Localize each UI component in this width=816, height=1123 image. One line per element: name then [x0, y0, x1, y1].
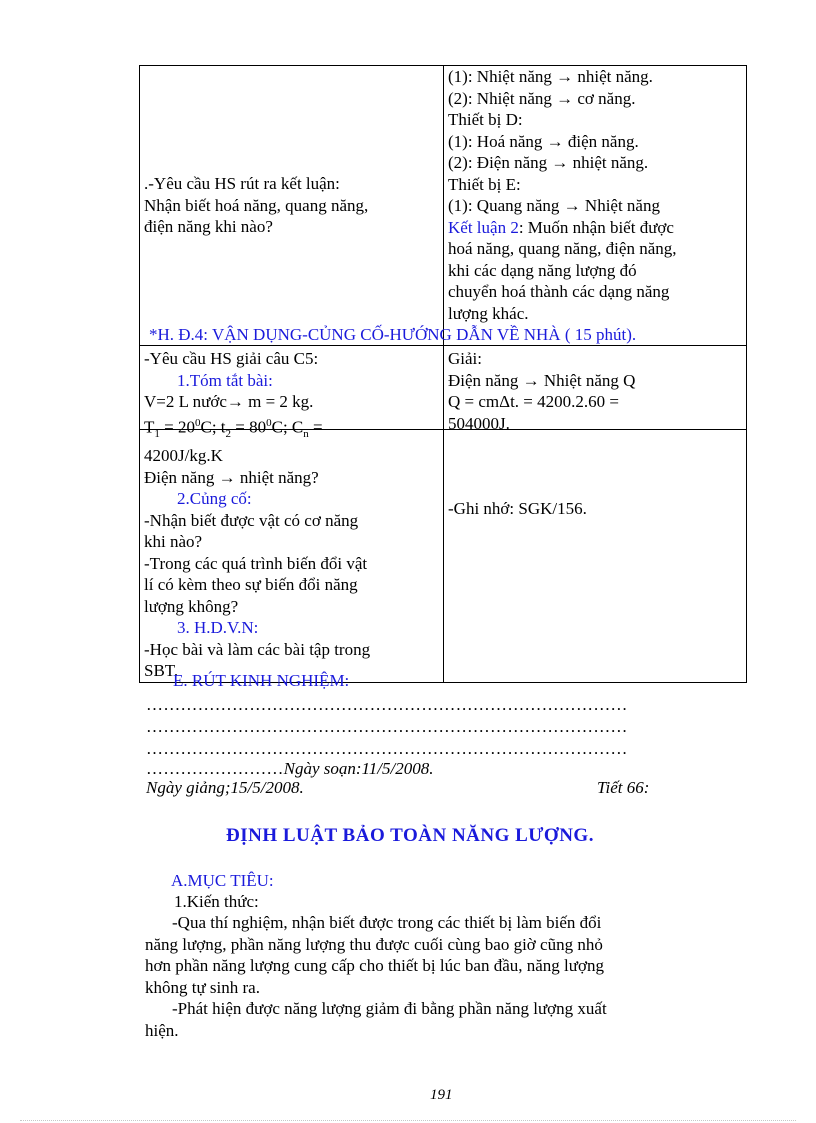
text-line: -Ghi nhớ: SGK/156. — [448, 499, 587, 518]
conclusion-label: Kết luận 2 — [448, 217, 519, 237]
page-bottom-rule — [20, 1120, 796, 1121]
text-line: 4200J/kg.K — [144, 446, 223, 466]
teaching-date: Ngày giảng;15/5/2008. — [146, 778, 304, 797]
subheading-homework: 3. H.D.V.N: — [177, 618, 259, 638]
text-line: lí có kèm theo sự biến đổi năng — [144, 575, 358, 595]
text-line: -Trong các quá trình biến đổi vật — [144, 553, 368, 573]
text-line: V=2 L nước→ m = 2 kg. — [144, 392, 314, 411]
text-line: (2): Nhiệt năng → cơ năng. — [448, 88, 636, 108]
teacher-activity-cell — [140, 346, 444, 683]
text-line: khi các dạng năng lượng đó — [448, 260, 637, 280]
text-fragment: C; C — [271, 417, 304, 437]
subscript: 1 — [154, 427, 160, 440]
conclusion-line — [448, 217, 742, 239]
conclusion-text: : Muốn nhận biết được — [518, 217, 674, 237]
page-number: 191 — [430, 1087, 453, 1103]
text-fragment: T — [144, 417, 155, 437]
subheading-consolidation: 2.Củng cố: — [177, 489, 252, 509]
text-line: lượng khác. — [448, 303, 529, 323]
text-line: 504000J. — [448, 413, 510, 433]
text-line: -Yêu cầu HS giải câu C5: — [144, 349, 319, 368]
application-table — [139, 345, 747, 683]
text-fragment: = 80 — [231, 417, 267, 437]
text-line: Thiết bị D: — [448, 110, 523, 129]
superscript: 0 — [266, 416, 272, 429]
dotted-fragment: …………………… — [146, 759, 284, 778]
text-line: -Phát hiện được năng lượng giảm đi bằng phần năng lượng xuất — [172, 999, 607, 1018]
dotted-line: ………………………………………………………………………… — [146, 695, 628, 714]
text-line: hơn phần năng lượng cung cấp cho thiết bị lúc ban đầu, năng lượng — [145, 956, 604, 975]
text-line: (1): Quang năng → Nhiệt năng — [448, 196, 660, 215]
text-line: -Qua thí nghiệm, nhận biết được trong các thiết bị làm biến đổi — [172, 913, 602, 932]
text-line: hiện. — [145, 1020, 179, 1040]
text-fragment: C; t — [200, 417, 226, 437]
text-line: chuyển hoá thành các dạng năng — [448, 282, 670, 301]
text-line: năng lượng, phần năng lượng thu được cuối cùng bao giờ cũng nhỏ — [145, 934, 603, 954]
subscript: 2 — [225, 427, 232, 440]
subheading-knowledge: 1.Kiến thức: — [174, 892, 259, 911]
section-heading-hd4: *H. Đ.4: VẬN DỤNG-CỦNG CỐ-HƯỚNG DẪN VỀ NHÀ ( 15 phút). — [149, 325, 637, 344]
section-heading-experience: E. RÚT KINH NGHIỆM: — [173, 671, 350, 690]
text-line: khi nào? — [144, 532, 203, 552]
text-fragment: = — [308, 417, 323, 437]
text-line: (2): Điện năng → nhiệt năng. — [448, 153, 649, 172]
text-line: Giải: — [448, 349, 482, 368]
text-line: không tự sinh ra. — [145, 977, 260, 997]
text-line: Nhận biết hoá năng, quang năng, — [144, 195, 369, 215]
text-line: -Nhận biết được vật có cơ năng — [144, 510, 359, 530]
text-line: .-Yêu cầu HS rút ra kết luận: — [144, 174, 340, 193]
text-line: -Học bài và làm các bài tập trong — [144, 639, 371, 659]
subheading-summary: 1.Tóm tắt bài: — [177, 370, 273, 390]
text-line: Thiết bị E: — [448, 174, 521, 194]
text-line: Q = cmΔt. = 4200.2.60 = — [448, 392, 619, 411]
text-line: (1): Nhiệt năng → nhiệt năng. — [448, 67, 653, 86]
text-line: lượng không? — [144, 596, 239, 616]
text-line: (1): Hoá năng → điện năng. — [448, 131, 639, 151]
text-line: Điện năng → nhiệt năng? — [144, 467, 319, 487]
objective-paragraph-1 — [145, 912, 604, 998]
text-line: SBT. — [144, 661, 179, 681]
dotted-line: ………………………………………………………………………… — [146, 739, 628, 758]
formula-line — [144, 413, 439, 446]
text-fragment: = 20 — [159, 417, 195, 437]
student-activity-cell — [444, 346, 747, 683]
objective-paragraph-2 — [145, 998, 607, 1041]
section-heading-objectives: A.MỤC TIÊU: — [171, 871, 274, 890]
dotted-line: ………………………………………………………………………… — [146, 717, 628, 736]
superscript: 0 — [194, 416, 201, 429]
preparation-date: Ngày soạn:11/5/2008. — [283, 759, 434, 778]
subscript: n — [303, 427, 309, 440]
text-line: điện năng khi nào? — [144, 217, 273, 236]
lesson-number: Tiết 66: — [597, 778, 650, 797]
text-line: Điện năng → Nhiệt năng Q — [448, 370, 636, 390]
text-line: hoá năng, quang năng, điện năng, — [448, 239, 677, 258]
lesson-title: ĐỊNH LUẬT BẢO TOÀN NĂNG LƯỢNG. — [226, 825, 594, 846]
